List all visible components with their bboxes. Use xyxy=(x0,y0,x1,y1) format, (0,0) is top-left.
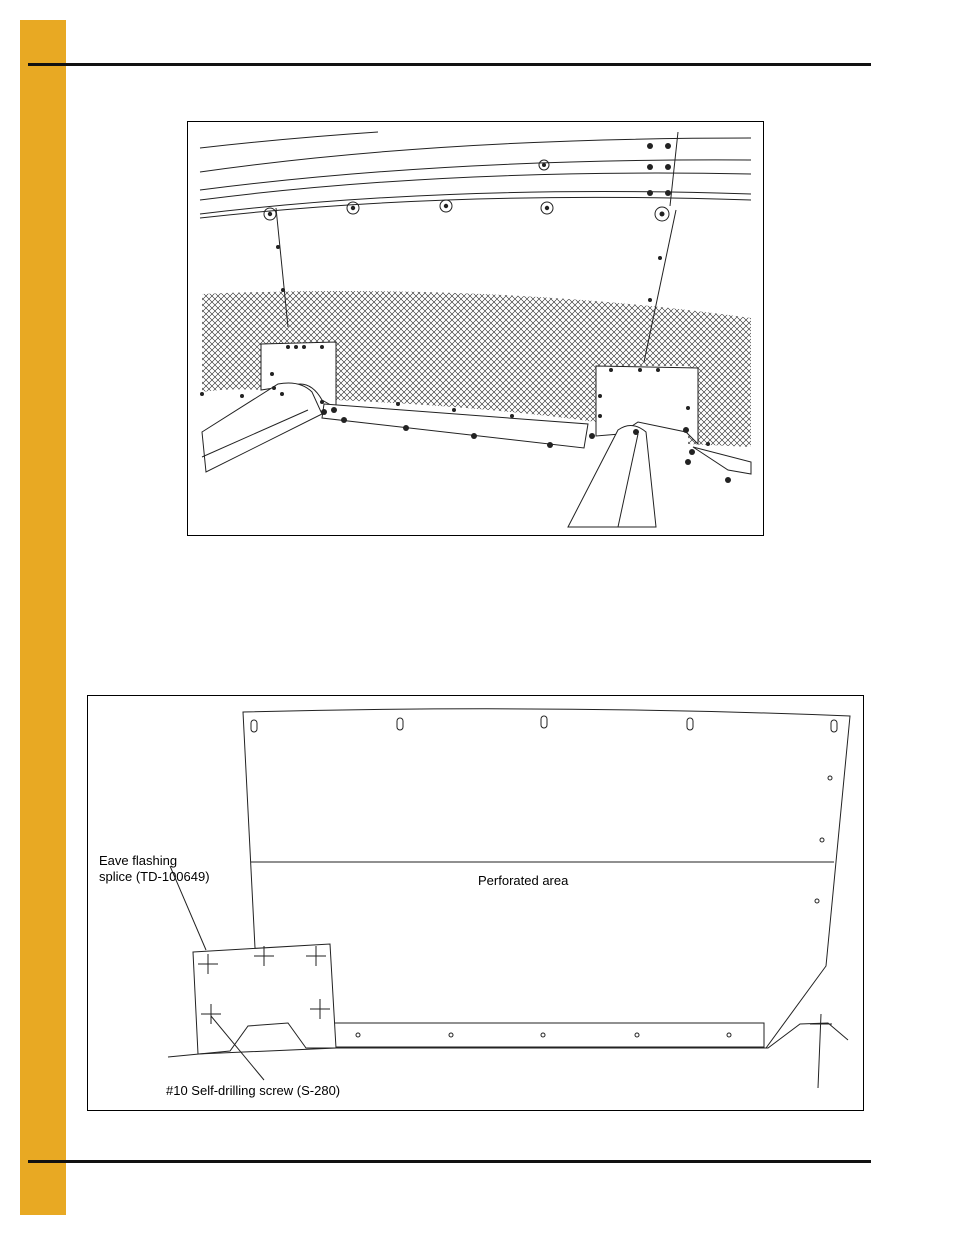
header-rule xyxy=(28,63,871,66)
footer-rule xyxy=(28,1160,871,1163)
eave-flashing-drawing xyxy=(88,696,863,1110)
eave-assembly-drawing xyxy=(188,122,763,535)
eave-callout-line2: splice (TD-100649) xyxy=(99,869,210,884)
figure-eave-assembly xyxy=(187,121,764,536)
eave-flashing-callout xyxy=(99,853,210,885)
eave-callout-line1: Eave flashing xyxy=(99,853,178,868)
side-tab-bar xyxy=(20,20,66,1215)
screw-callout: #10 Self-drilling screw (S-280) xyxy=(166,1083,341,1098)
perforated-area-label: Perforated area xyxy=(478,873,569,888)
figure-eave-flashing-splice xyxy=(87,695,864,1111)
